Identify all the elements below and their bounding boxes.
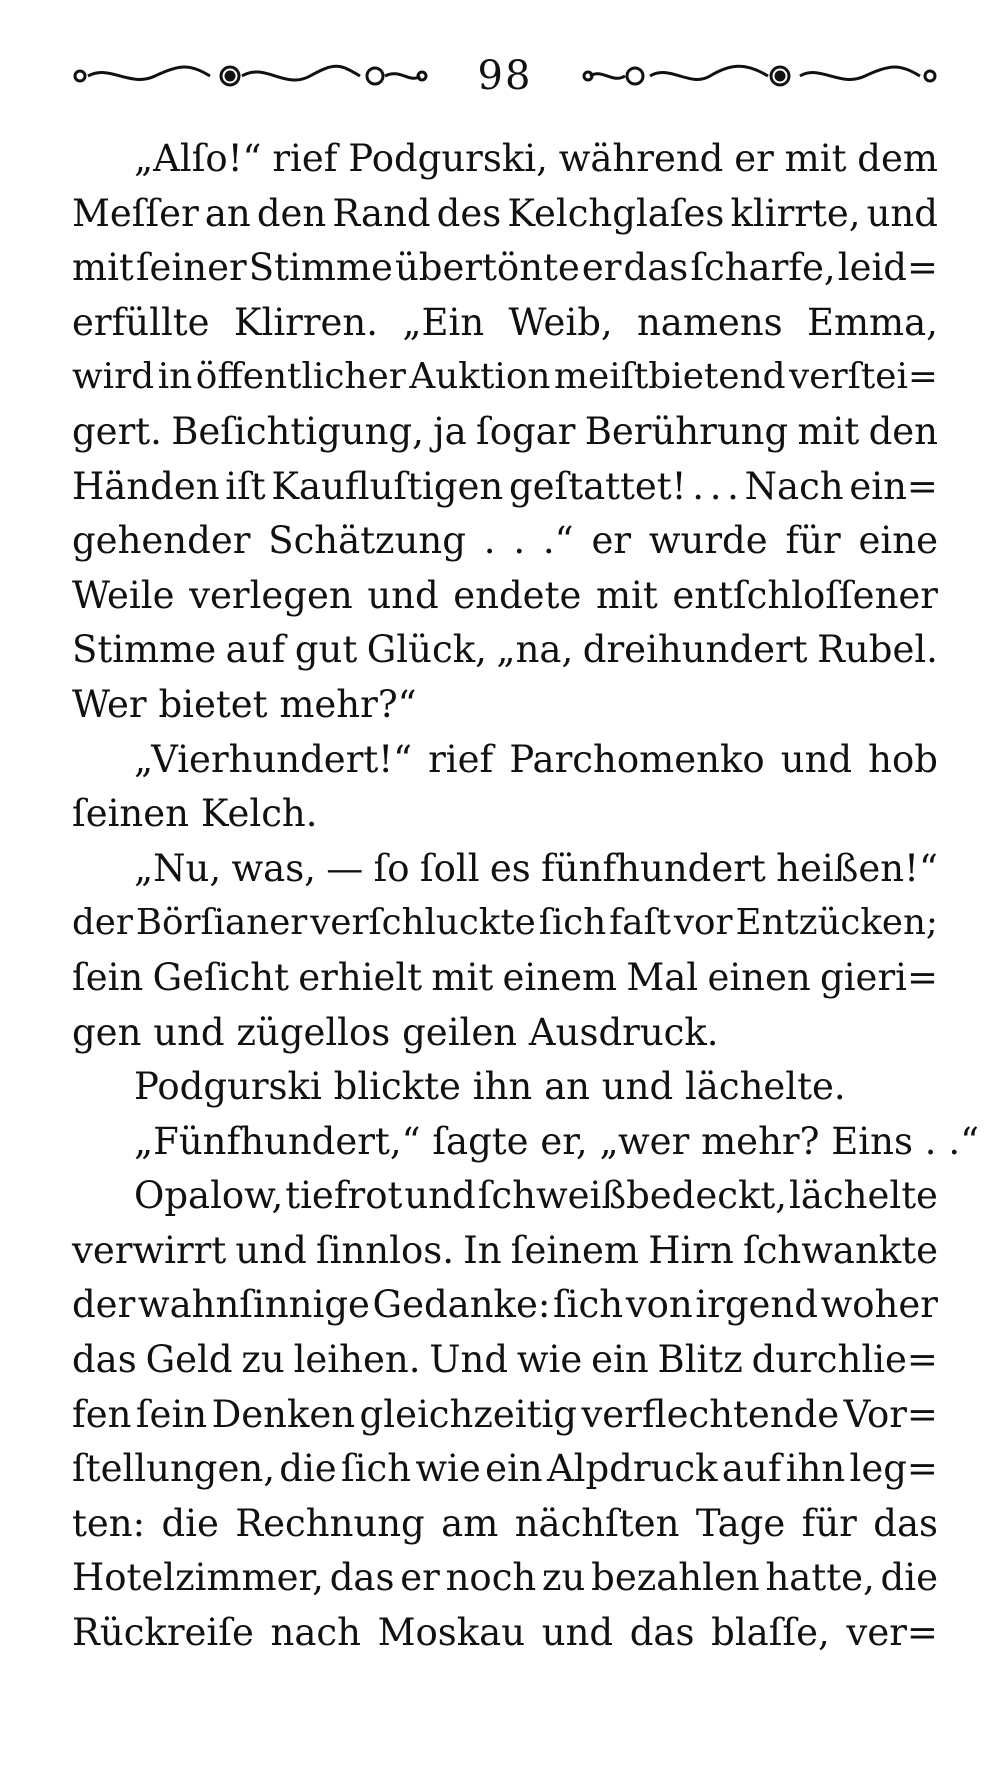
word: Stimme — [72, 628, 217, 672]
word: für — [801, 1501, 857, 1545]
word: Glück, — [366, 628, 487, 672]
word: mehr?“ — [279, 682, 417, 726]
word: bietet — [158, 682, 268, 726]
word: ſeinem — [510, 1228, 640, 1272]
word: fen — [72, 1392, 132, 1436]
word: „Alſo!“ — [134, 137, 262, 180]
word: Geld — [145, 1338, 233, 1382]
word: tiefrot — [285, 1174, 403, 1218]
word: ſcharfe, — [690, 246, 836, 290]
word: lächelte. — [684, 1065, 846, 1109]
word: nächſten — [514, 1501, 680, 1545]
word: Kelchglaſes — [507, 191, 725, 235]
word: er — [400, 1556, 440, 1600]
word: Tage — [695, 1501, 786, 1545]
word: die — [880, 1556, 938, 1600]
word: ſtellungen, — [72, 1447, 275, 1491]
word: an — [204, 191, 251, 235]
word: den — [256, 191, 327, 235]
word: lächelte — [789, 1174, 938, 1218]
text-line — [72, 951, 938, 1006]
text-line — [72, 1169, 938, 1224]
word: Kaufluſtigen — [271, 464, 504, 508]
word: verſchluckte — [310, 902, 536, 944]
word: Rückreiſe — [72, 1611, 254, 1655]
word: dreihundert — [582, 628, 808, 672]
word: Gedanke: — [372, 1283, 551, 1327]
text-line — [72, 405, 938, 460]
word: des — [436, 191, 502, 235]
word: ein= — [849, 464, 938, 508]
word: das — [629, 1611, 695, 1655]
word: Rand — [332, 191, 431, 235]
left-ornament — [70, 56, 430, 96]
word: und — [235, 1228, 307, 1272]
word: er — [581, 246, 622, 290]
word: zügellos — [236, 1010, 391, 1054]
word: am — [441, 1501, 499, 1545]
word: Weib, — [508, 300, 613, 344]
word: zu — [241, 1338, 285, 1382]
word: er — [734, 137, 774, 180]
word: ihn — [785, 1447, 846, 1491]
word: verflechtende — [581, 1392, 840, 1436]
word: und — [153, 1010, 225, 1054]
word: mehr? — [701, 1119, 820, 1163]
word: Hotelzimmer, — [72, 1556, 324, 1600]
word: rief — [272, 137, 338, 180]
word: auf — [225, 628, 286, 672]
text-line — [72, 1224, 938, 1279]
word: dem — [857, 137, 938, 180]
word: Weile — [72, 573, 175, 617]
word: . — [727, 464, 739, 508]
word: durchlie= — [751, 1338, 938, 1382]
page-header — [70, 46, 940, 106]
word: gut — [294, 628, 358, 672]
word: ſagte — [432, 1119, 529, 1163]
word: blaſſe, — [711, 1611, 830, 1655]
word: das — [72, 1338, 137, 1382]
text-line — [72, 1497, 938, 1552]
word: gert. — [72, 409, 162, 453]
word: . — [709, 464, 722, 508]
text-line — [72, 1551, 938, 1606]
text-line — [72, 1060, 938, 1115]
word: — — [326, 846, 364, 890]
word: wie — [415, 1447, 481, 1491]
word: auf — [721, 1447, 782, 1491]
word: ſchweißbedeckt, — [477, 1174, 788, 1218]
word: Und — [429, 1338, 509, 1382]
word: einem — [502, 955, 618, 999]
word: vor — [673, 902, 733, 944]
word: Auktion — [409, 356, 551, 398]
word: Schätzung — [268, 519, 466, 563]
word: Beſichtigung, — [171, 409, 424, 453]
text-line — [72, 1388, 938, 1443]
word: er, — [540, 1119, 588, 1163]
word: endete — [453, 573, 582, 617]
word: Stimme — [248, 246, 393, 290]
word: ten: — [72, 1501, 146, 1545]
word: und — [404, 1174, 476, 1218]
word: wird — [72, 356, 155, 398]
word: .“ — [948, 1119, 980, 1163]
text-line — [72, 896, 938, 951]
word: gen — [72, 1010, 142, 1054]
word: bezahlen — [591, 1556, 760, 1600]
word: mit — [797, 409, 860, 453]
word: mit — [784, 137, 847, 180]
word: und — [541, 1611, 614, 1655]
word: Denken — [211, 1392, 356, 1436]
word: „Vierhundert!“ — [134, 737, 413, 781]
word: Rubel. — [817, 628, 938, 672]
word: .“ — [542, 519, 574, 563]
word: einen — [707, 955, 811, 999]
word: Geſicht — [152, 955, 289, 999]
word: der — [72, 902, 133, 944]
word: „Fünfhundert,“ — [134, 1119, 421, 1163]
word: wie — [516, 1338, 583, 1382]
word: meiſtbietend — [554, 356, 786, 398]
word: ſeiner — [135, 246, 247, 290]
word: Moskau — [377, 1611, 526, 1655]
word: ein — [485, 1447, 543, 1491]
word: Podgurski — [134, 1065, 322, 1109]
word: ein — [591, 1338, 649, 1382]
word: In — [463, 1228, 502, 1272]
word: „na, — [496, 628, 574, 672]
word: und — [367, 573, 439, 617]
word: leg= — [849, 1447, 938, 1491]
text-line — [72, 1442, 938, 1497]
word: das — [623, 246, 689, 290]
word: an — [544, 1065, 590, 1109]
word: leihen. — [293, 1338, 421, 1382]
word: wahnſinnige — [137, 1283, 370, 1327]
word: in — [157, 356, 193, 398]
word: hatte, — [765, 1556, 875, 1600]
word: . — [692, 464, 704, 508]
word: eine — [858, 519, 938, 563]
word: Händen — [72, 464, 220, 508]
word: ſoll — [419, 846, 480, 890]
text-line — [72, 678, 938, 733]
text-line — [72, 733, 938, 788]
word: ſich — [538, 902, 607, 944]
word: Rechnung — [235, 1501, 425, 1545]
word: übertönte — [394, 246, 580, 290]
word: wurde — [648, 519, 768, 563]
word: namens — [636, 300, 783, 344]
word: ſo — [373, 846, 410, 890]
word: und — [866, 191, 938, 235]
word: Klirren. — [233, 300, 379, 344]
word: und — [780, 737, 853, 781]
text-line — [72, 787, 938, 842]
word: zu — [542, 1556, 586, 1600]
word: Eins — [831, 1119, 913, 1163]
word: . — [483, 519, 496, 563]
word: die — [161, 1501, 219, 1545]
text-line — [72, 187, 938, 242]
word: öffentlicher — [195, 356, 406, 398]
text-line — [72, 296, 938, 351]
word: für — [785, 519, 841, 563]
word: Mal — [626, 955, 699, 999]
word: gieri= — [820, 955, 938, 999]
word: blickte — [333, 1065, 461, 1109]
word: mit — [595, 573, 658, 617]
text-line — [72, 514, 938, 569]
word: iſt — [225, 464, 266, 508]
word: ver= — [846, 1611, 938, 1655]
text-line — [72, 1006, 938, 1061]
word: ſinnlos. — [315, 1228, 454, 1272]
word: Börſianer — [135, 902, 308, 944]
word: ſogar — [476, 409, 576, 453]
word: Entzücken; — [735, 902, 938, 944]
word: mit — [72, 246, 134, 290]
word: Wer — [72, 682, 147, 726]
word: Hirn — [648, 1228, 734, 1272]
word: ſein — [72, 955, 144, 999]
word: ihn — [472, 1065, 533, 1109]
word: Podgurski, — [348, 137, 548, 180]
word: . — [513, 519, 526, 563]
text-line — [72, 350, 938, 405]
word: erfüllte — [72, 300, 210, 344]
word: ſein — [135, 1392, 208, 1436]
word: irgend — [695, 1283, 818, 1327]
word: . — [924, 1119, 937, 1163]
body-text — [72, 132, 980, 1661]
word: nach — [270, 1611, 361, 1655]
word: rief — [428, 737, 494, 781]
word: was, — [231, 846, 316, 890]
word: ſchwankte — [743, 1228, 938, 1272]
word: Alpdruck — [546, 1447, 718, 1491]
text-line — [72, 241, 938, 296]
word: ſeinen — [72, 792, 189, 836]
word: fünfhundert — [541, 846, 766, 890]
word: Berührung — [584, 409, 789, 453]
word: faſt — [609, 902, 671, 944]
word: der — [72, 1283, 136, 1327]
word: den — [868, 409, 938, 453]
word: verlegen — [189, 573, 353, 617]
word: Kelch. — [200, 792, 318, 836]
text-line — [72, 1278, 938, 1333]
word: gehender — [72, 519, 251, 563]
word: klirrte, — [730, 191, 861, 235]
word: Meſſer — [72, 191, 199, 235]
word: entſchloſſener — [672, 573, 938, 617]
word: mit — [431, 955, 494, 999]
word: woher — [820, 1283, 938, 1327]
word: er — [591, 519, 632, 563]
text-line — [72, 1333, 938, 1388]
word: das — [329, 1556, 395, 1600]
word: erhielt — [298, 955, 423, 999]
word: von — [625, 1283, 693, 1327]
text-line — [72, 132, 938, 187]
word: heißen!“ — [776, 846, 938, 890]
word: Opalow, — [134, 1174, 284, 1218]
word: verwirrt — [72, 1228, 227, 1272]
word: während — [558, 137, 724, 180]
word: ja — [433, 409, 467, 453]
text-line — [72, 1115, 980, 1170]
word: Parchomenko — [509, 737, 765, 781]
word: geilen — [402, 1010, 518, 1054]
word: und — [601, 1065, 674, 1109]
word: Nach — [744, 464, 844, 508]
word: geſtattet! — [508, 464, 687, 508]
word: „Nu, — [134, 846, 222, 890]
word: „Ein — [402, 300, 485, 344]
word: die — [279, 1447, 337, 1491]
word: verſtei= — [789, 356, 938, 398]
page-number: 98 — [477, 53, 533, 99]
right-ornament — [580, 56, 940, 96]
word: Blitz — [657, 1338, 743, 1382]
word: es — [489, 846, 531, 890]
text-line — [72, 1606, 938, 1661]
word: Emma, — [806, 300, 938, 344]
word: Ausdruck. — [528, 1010, 719, 1054]
word: hob — [868, 737, 938, 781]
word: Vor= — [843, 1392, 938, 1436]
word: ſich — [552, 1283, 624, 1327]
text-line — [72, 623, 938, 678]
word: noch — [445, 1556, 537, 1600]
text-line — [72, 569, 938, 624]
word: „wer — [599, 1119, 690, 1163]
text-line — [72, 460, 938, 515]
word: gleichzeitig — [359, 1392, 577, 1436]
word: ſich — [340, 1447, 412, 1491]
text-line — [72, 842, 938, 897]
word: das — [873, 1501, 938, 1545]
word: leid= — [837, 246, 938, 290]
